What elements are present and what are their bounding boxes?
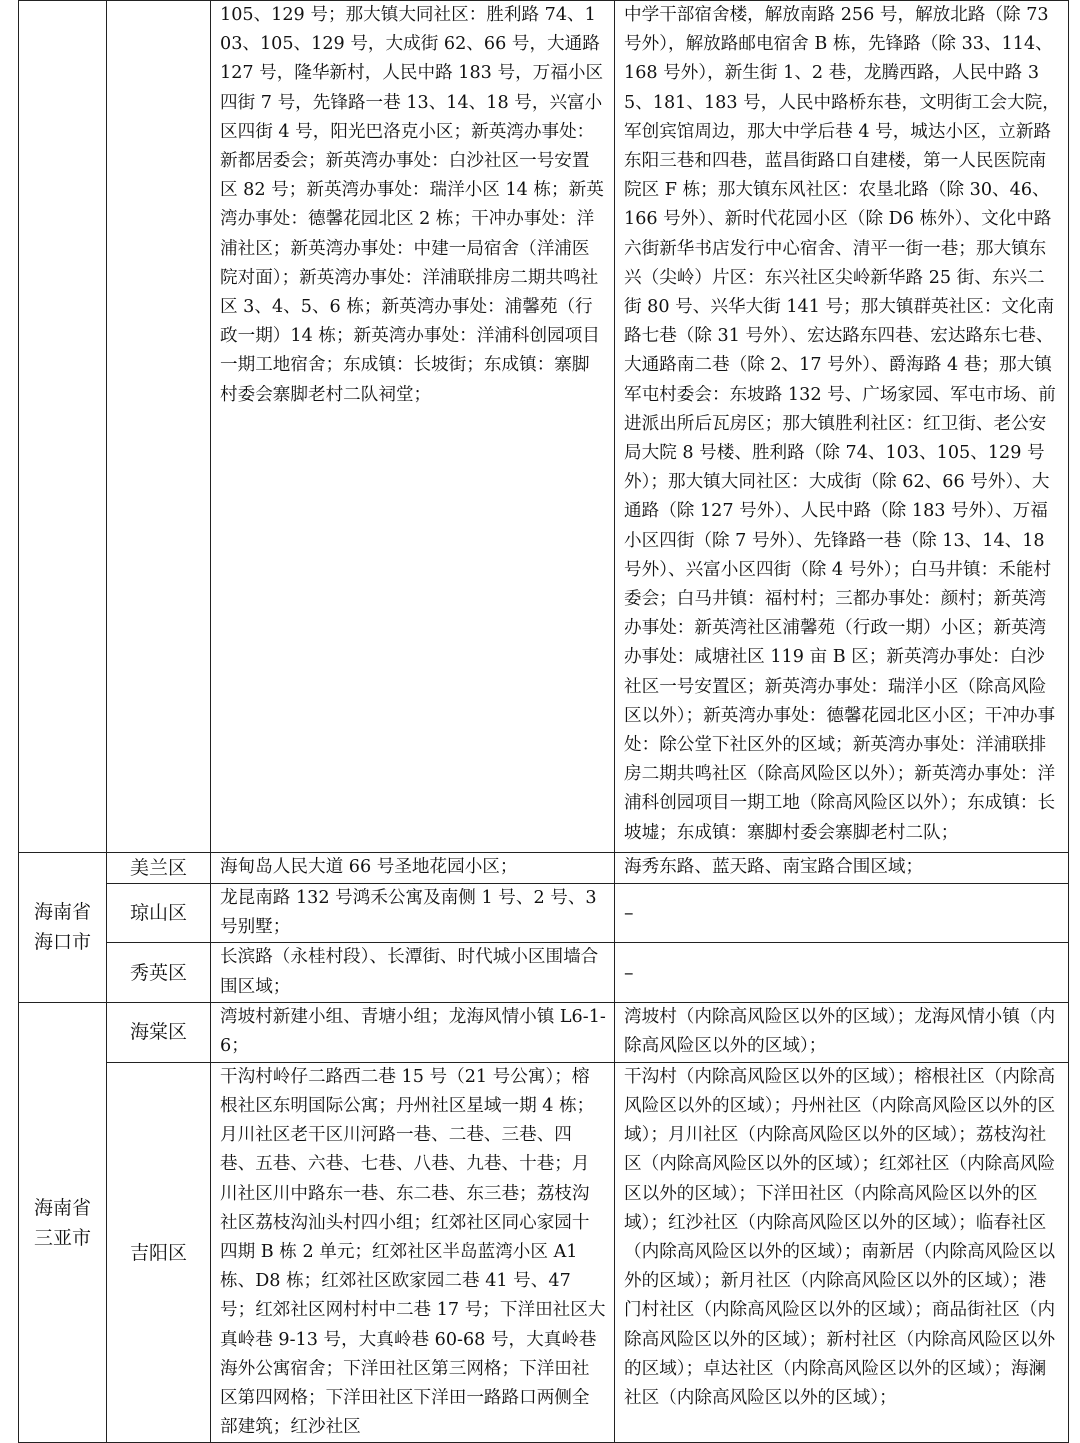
risk-area-table [18, 0, 1069, 1443]
high-risk-cell: 龙昆南路 132 号鸿禾公寓及南侧 1 号、2 号、3 号别墅； [211, 884, 615, 943]
province-cell [19, 1, 107, 853]
medium-risk-cell: – [615, 943, 1069, 1002]
medium-risk-cell: 干沟村（内除高风险区以外的区域）；榕根社区（内除高风险区以外的区域）；丹州社区（内除高风险区以外的区域）；月川社区（内除高风险区以外的区域）；荔枝沟社区（内除高风险区以外的区域）；红郊社区（内除高风险区以外的区域）；下洋田社区（内除高风险区以外的区域）；红沙社区（内除高风险区以外的区域）；临春社区（内除高风险区以外的区域）；南新居（内除高风险区以外的区域）；新月社区（内除高风险区以外的区域）；港门村社区（内除高风险区以外的区域）；商品街社区（内除高风险区以外的区域）；新村社区（内除高风险区以外的区域）；卓达社区（内除高风险区以外的区域）；海澜社区（内除高风险区以外的区域）； [615, 1062, 1069, 1443]
province-cell: 海南省三亚市 [19, 1002, 107, 1443]
district-cell: 海棠区 [107, 1002, 211, 1062]
medium-risk-cell: 湾坡村（内除高风险区以外的区域）；龙海风情小镇（内除高风险区以外的区域）； [615, 1002, 1069, 1062]
document-page [18, 0, 1068, 1443]
table-row [19, 1002, 1069, 1062]
table-row [19, 943, 1069, 1002]
table-row [19, 853, 1069, 884]
high-risk-cell: 长滨路（永桂村段）、长潭街、时代城小区围墙合围区域； [211, 943, 615, 1002]
district-cell: 秀英区 [107, 943, 211, 1002]
high-risk-cell: 干沟村岭仔二路西二巷 15 号（21 号公寓）；榕根社区东明国际公寓；丹州社区星域一期 4 栋；月川社区老干区川河路一巷、二巷、三巷、四巷、五巷、六巷、七巷、八巷、九巷、十巷；月川社区川中路东一巷、东二巷、东三巷；荔枝沟社区荔枝沟汕头村四小组；红郊社区同心家园十四期 B 栋 2 单元；红郊社区半岛蓝湾小区 A1 栋、D8 栋；红郊社区欧家园二巷 41 号、47 号；红郊社区网村村中二巷 17 号；下洋田社区大真岭巷 9-13 号，大真岭巷 60-68 号，大真岭巷海外公寓宿舍；下洋田社区第三网格；下洋田社区第四网格；下洋田社区下洋田一路路口两侧全部建筑；红沙社区 [211, 1062, 615, 1443]
medium-risk-cell: 中学干部宿舍楼，解放南路 256 号，解放北路（除 73 号外），解放路邮电宿舍 B 栋，先锋路（除 33、114、168 号外），新生街 1、2 巷，龙腾西路，人民中路 35、181、183 号，人民中路桥东巷，文明街工会大院，军创宾馆周边，那大中学后巷 4 号，城达小区，立新路东阳三巷和四巷，蓝昌街路口自建楼，第一人民医院南院区 F 栋；那大镇东风社区：农垦北路（除 30、46、166 号外）、新时代花园小区（除 D6 栋外）、文化中路六街新华书店发行中心宿舍、清平一街一巷；那大镇东兴（尖岭）片区：东兴社区尖岭新华路 25 街、东兴二街 80 号、兴华大街 141 号；那大镇群英社区：文化南路七巷（除 31 号外）、宏达路东四巷、宏达路东七巷、大通路南二巷（除 2、17 号外）、爵海路 4 巷；那大镇军屯村委会：东坡路 132 号、广场家园、军屯市场、前进派出所后瓦房区；那大镇胜利社区：红卫街、老公安局大院 8 号楼、胜利路（除 74、103、105、129 号外）；那大镇大同社区：大成街（除 62、66 号外）、大通路（除 127 号外）、人民中路（除 183 号外）、万福小区四街（除 7 号外）、先锋路一巷（除 13、14、18 号外）、兴富小区四街（除 4 号外）；白马井镇：禾能村委会；白马井镇：福村村；三都办事处：颜村；新英湾办事处：新英湾社区浦馨苑（行政一期）小区；新英湾办事处：咸塘社区 119 亩 B 区；新英湾办事处：白沙社区一号安置区；新英湾办事处：瑞洋小区（除高风险区以外）；新英湾办事处：德馨花园北区小区；干冲办事处：除公堂下社区外的区域；新英湾办事处：洋浦联排房二期共鸣社区（除高风险区以外）；新英湾办事处：洋浦科创园项目一期工地（除高风险区以外）；东成镇：长坡墟；东成镇：寨脚村委会寨脚老村二队； [615, 1, 1069, 853]
district-cell: 吉阳区 [107, 1062, 211, 1443]
district-cell: 美兰区 [107, 853, 211, 884]
table-row [19, 1, 1069, 853]
district-cell [107, 1, 211, 853]
table-row [19, 1062, 1069, 1443]
table-row [19, 884, 1069, 943]
province-cell: 海南省海口市 [19, 853, 107, 1003]
district-cell: 琼山区 [107, 884, 211, 943]
high-risk-cell: 海甸岛人民大道 66 号圣地花园小区； [211, 853, 615, 884]
high-risk-cell: 105、129 号；那大镇大同社区：胜利路 74、103、105、129 号，大成街 62、66 号，大通路 127 号，隆华新村，人民中路 183 号，万福小区四街 7 号，先锋路一巷 13、14、18 号，兴富小区四街 4 号，阳光巴洛克小区；新英湾办事处：新都居委会；新英湾办事处：白沙社区一号安置区 82 号；新英湾办事处：瑞洋小区 14 栋；新英湾办事处：德馨花园北区 2 栋；干冲办事处：洋浦社区；新英湾办事处：中建一局宿舍（洋浦医院对面）；新英湾办事处：洋浦联排房二期共鸣社区 3、4、5、6 栋；新英湾办事处：浦馨苑（行政一期）14 栋；新英湾办事处：洋浦科创园项目一期工地宿舍；东成镇：长坡街；东成镇：寨脚村委会寨脚老村二队祠堂； [211, 1, 615, 853]
high-risk-cell: 湾坡村新建小组、青塘小组；龙海风情小镇 L6-1-6； [211, 1002, 615, 1062]
medium-risk-cell: 海秀东路、蓝天路、南宝路合围区域； [615, 853, 1069, 884]
medium-risk-cell: – [615, 884, 1069, 943]
